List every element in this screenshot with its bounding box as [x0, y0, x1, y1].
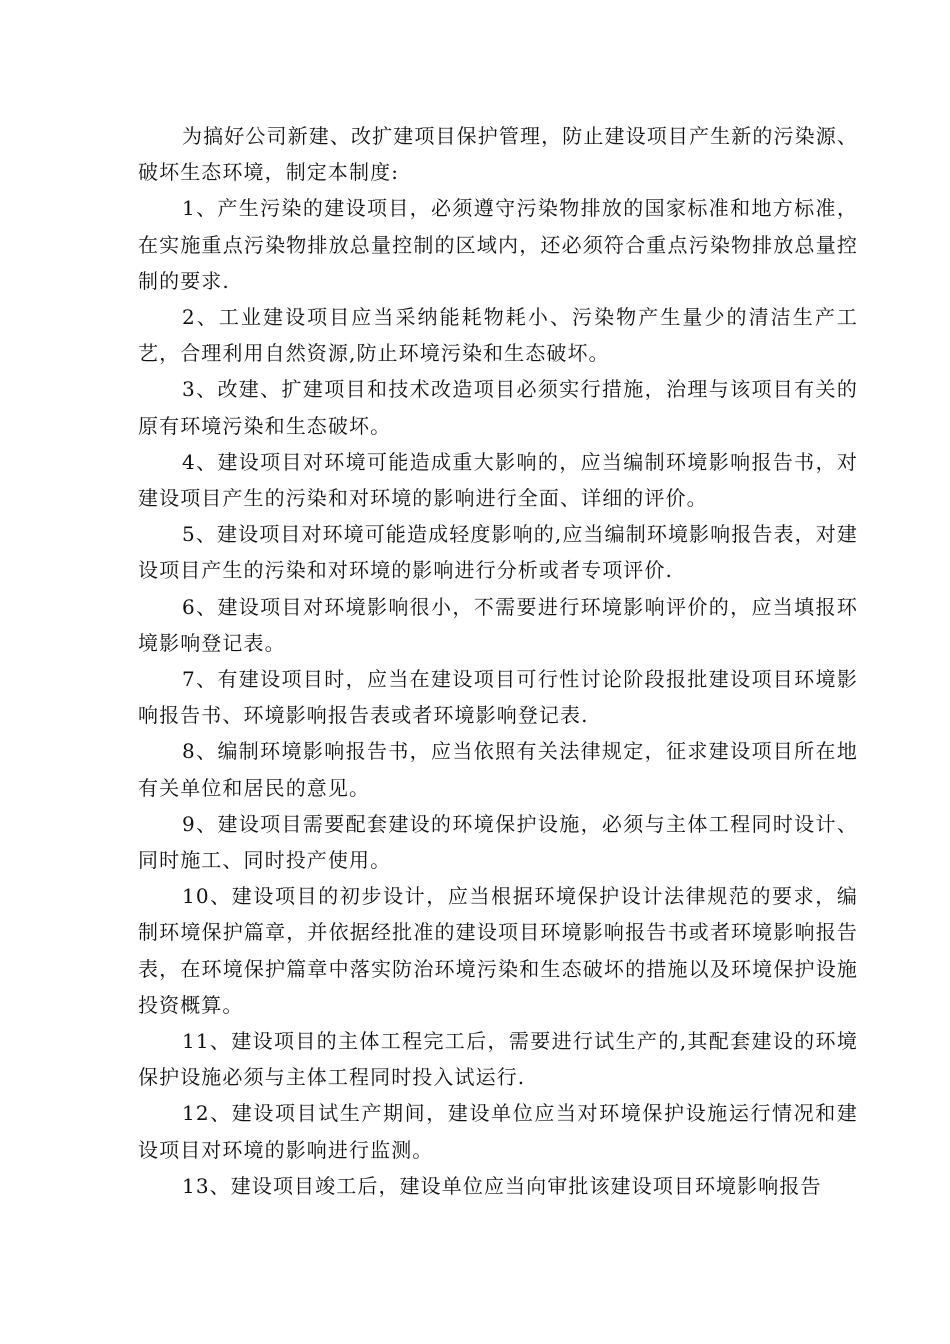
- rule-paragraph-10: 10、建设项目的初步设计，应当根据环境保护设计法律规范的要求，编制环境保护篇章，并依据经批准的建设项目环境影响报告书或者环境影响报告表，在环境保护篇章中落实防治环境污染和生态破坏的措施以及环境保护设施投资概算。: [138, 884, 858, 1017]
- rule-paragraph-13: 13、建设项目竣工后，建设单位应当向审批该建设项目环境影响报告: [182, 1173, 822, 1198]
- rule-paragraph-11: 11、建设项目的主体工程完工后，需要进行试生产的,其配套建设的环境保护设施必须与主体工程同时投入试运行.: [138, 1029, 858, 1090]
- intro-paragraph: 为搞好公司新建、改扩建项目保护管理，防止建设项目产生新的污染源、破坏生态环境，制定本制度:: [138, 124, 858, 185]
- rule-paragraph-3: 3、改建、扩建项目和技术改造项目必须实行措施，治理与该项目有关的原有环境污染和生态破坏。: [138, 377, 858, 438]
- rule-paragraph-5: 5、建设项目对环境可能造成轻度影响的,应当编制环境影响报告表，对建设项目产生的污染和对环境的影响进行分析或者专项评价.: [138, 522, 858, 583]
- rule-paragraph-12: 12、建设项目试生产期间，建设单位应当对环境保护设施运行情况和建设项目对环境的影响进行监测。: [138, 1101, 858, 1162]
- rule-paragraph-1: 1、产生污染的建设项目，必须遵守污染物排放的国家标准和地方标准，在实施重点污染物排放总量控制的区域内，还必须符合重点污染物排放总量控制的要求.: [138, 196, 858, 293]
- rule-paragraph-4: 4、建设项目对环境可能造成重大影响的，应当编制环境影响报告书，对建设项目产生的污染和对环境的影响进行全面、详细的评价。: [138, 449, 858, 511]
- rule-paragraph-9: 9、建设项目需要配套建设的环境保护设施，必须与主体工程同时设计、同时施工、同时投产使用。: [138, 811, 858, 873]
- rule-paragraph-2: 2、工业建设项目应当采纳能耗物耗小、污染物产生量少的清洁生产工艺，合理利用自然资源,防止环境污染和生态破坏。: [138, 305, 858, 366]
- rule-paragraph-6: 6、建设项目对环境影响很小，不需要进行环境影响评价的，应当填报环境影响登记表。: [138, 594, 858, 655]
- rule-paragraph-7: 7、有建设项目时，应当在建设项目可行性讨论阶段报批建设项目环境影响报告书、环境影响报告表或者环境影响登记表.: [138, 667, 858, 728]
- document-body: [138, 118, 858, 1204]
- rule-paragraph-8: 8、编制环境影响报告书，应当依照有关法律规定，征求建设项目所在地有关单位和居民的意见。: [138, 739, 858, 800]
